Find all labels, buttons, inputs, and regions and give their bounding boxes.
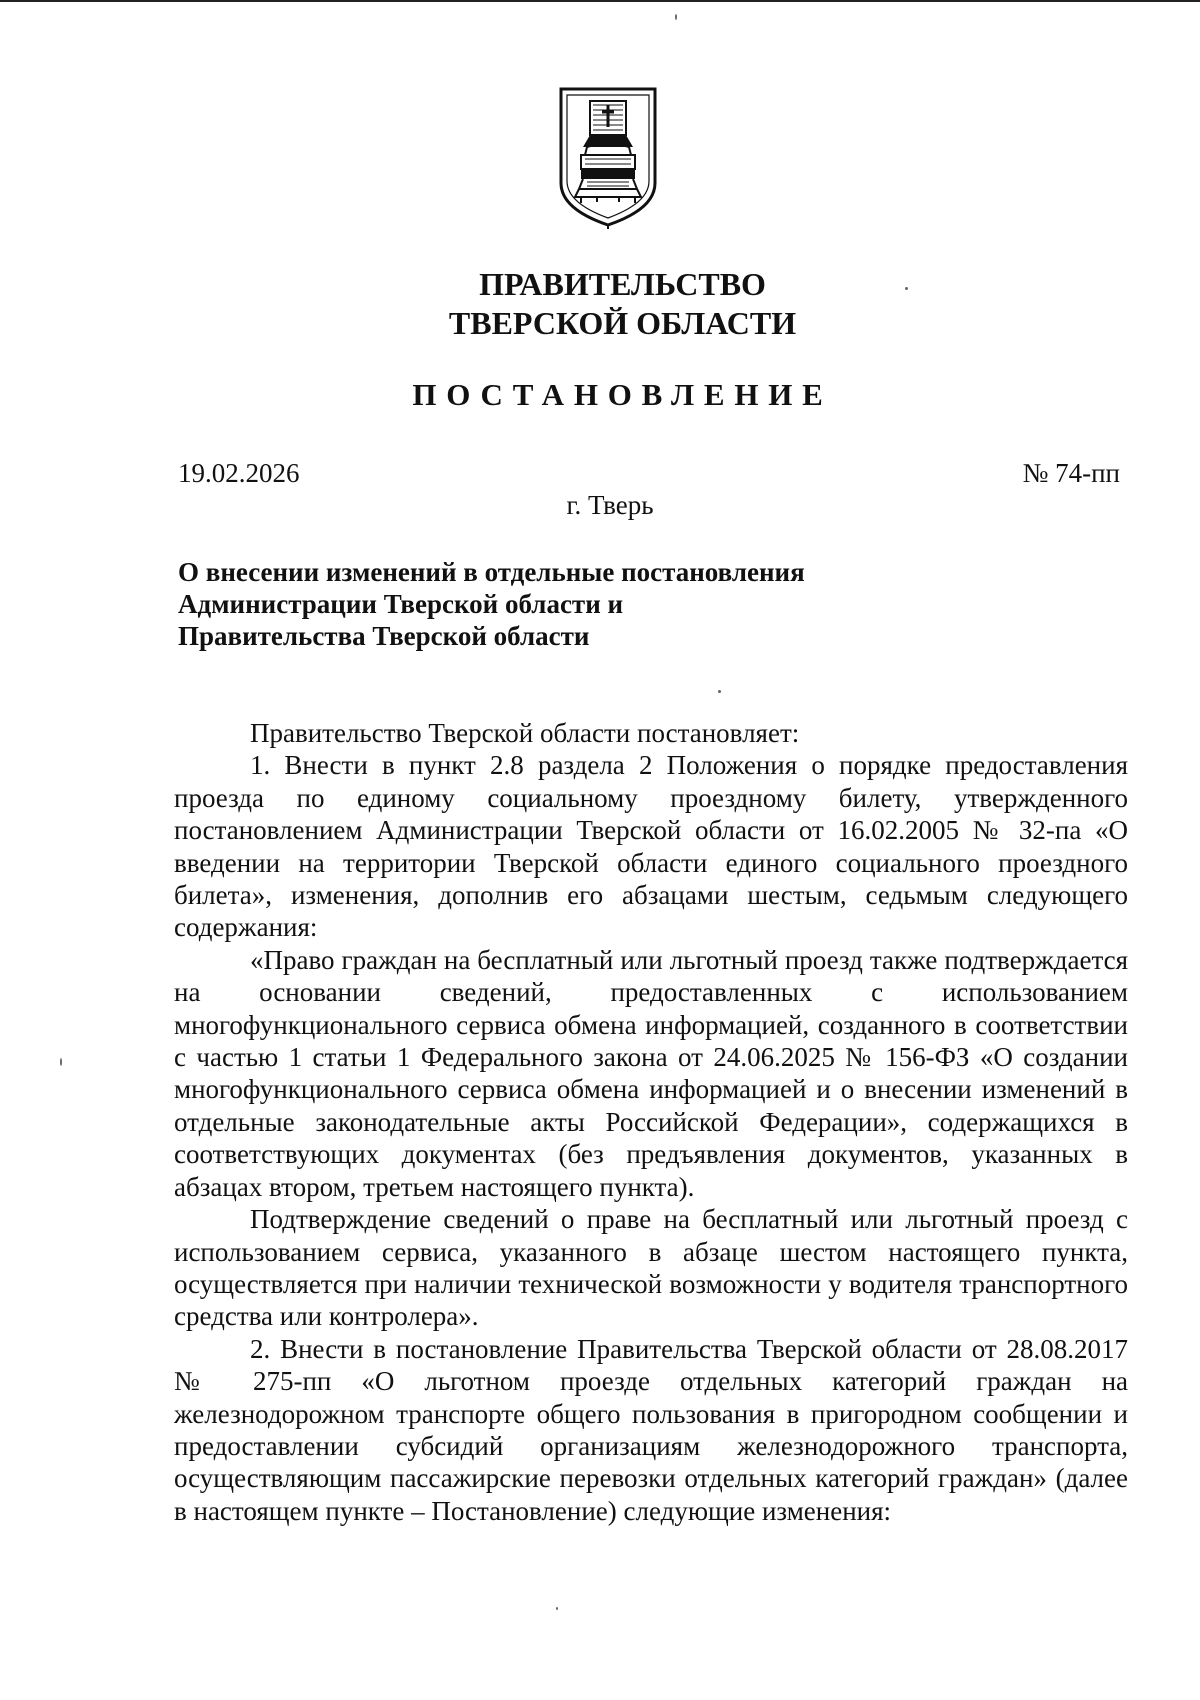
government-name-line2: ТВЕРСКОЙ ОБЛАСТИ (448, 305, 797, 341)
document-type-title: ПОСТАНОВЛЕНИЕ (412, 377, 833, 412)
document-subject (178, 556, 805, 652)
tver-coat-of-arms-icon (557, 85, 659, 229)
subject-line: Правительства Тверской области (178, 621, 590, 651)
document-city: г. Тверь (566, 490, 654, 520)
document-date: 19.02.2026 (178, 458, 300, 488)
subject-line: Администрации Тверской области и (178, 589, 624, 619)
scan-speck (675, 14, 677, 20)
item-1-paragraph: 1. Внести в пункт 2.8 раздела 2 Положения о порядке предоставления проезда по единому социальному проездному билету, утвержденного постановлением Администрации Тверской области от 16.02.2005 № 32-па «О введении на территории Тверской области единого социального проездного билета», изменения, дополнив его абзацами шестым, седьмым следующего содержания: (174, 750, 1128, 943)
subject-line: О внесении изменений в отдельные постановления (178, 557, 805, 587)
scan-speck (556, 1607, 558, 1610)
document-body (174, 717, 1128, 1527)
quoted-paragraph-1: «Право граждан на бесплатный или льготный проезд также подтверждается на основании сведений, предоставленных с использованием многофункционального сервиса обмена информацией, созданного в соответствии с частью 1 статьи 1 Федерального закона от 24.06.2025 № 156-ФЗ «О создании многофункционального сервиса обмена информацией и о внесении изменений в отдельные законодательные акты Российской Федерации», содержащихся в соответствующих документах (без предъявления документов, указанных в абзацах втором, третьем настоящего пункта). (174, 944, 1128, 1202)
document-number: № 74-пп (1022, 458, 1120, 488)
government-name-line1: ПРАВИТЕЛЬСТВО (479, 266, 766, 302)
preamble-paragraph: Правительство Тверской области постановляет: (250, 718, 800, 748)
quoted-paragraph-2: Подтверждение сведений о праве на бесплатный или льготный проезд с использованием сервиса, указанного в абзаце шестом настоящего пункта, осуществляется при наличии технической возможности у водителя транспортного средства или контролера». (174, 1204, 1128, 1332)
scan-speck (905, 287, 908, 290)
scan-speck (718, 690, 721, 693)
page-top-border (0, 0, 1200, 2)
scan-speck (60, 1058, 62, 1066)
item-2-paragraph: 2. Внести в постановление Правительства Тверской области от 28.08.2017 № 275-пп «О льготном проезде отдельных категорий граждан на железнодорожном транспорте общего пользования в пригородном сообщении и предоставлении субсидий организациям железнодорожного транспорта, осуществляющим пассажирские перевозки отдельных категорий граждан» (далее в настоящем пункте – Постановление) следующие изменения: (174, 1333, 1128, 1526)
